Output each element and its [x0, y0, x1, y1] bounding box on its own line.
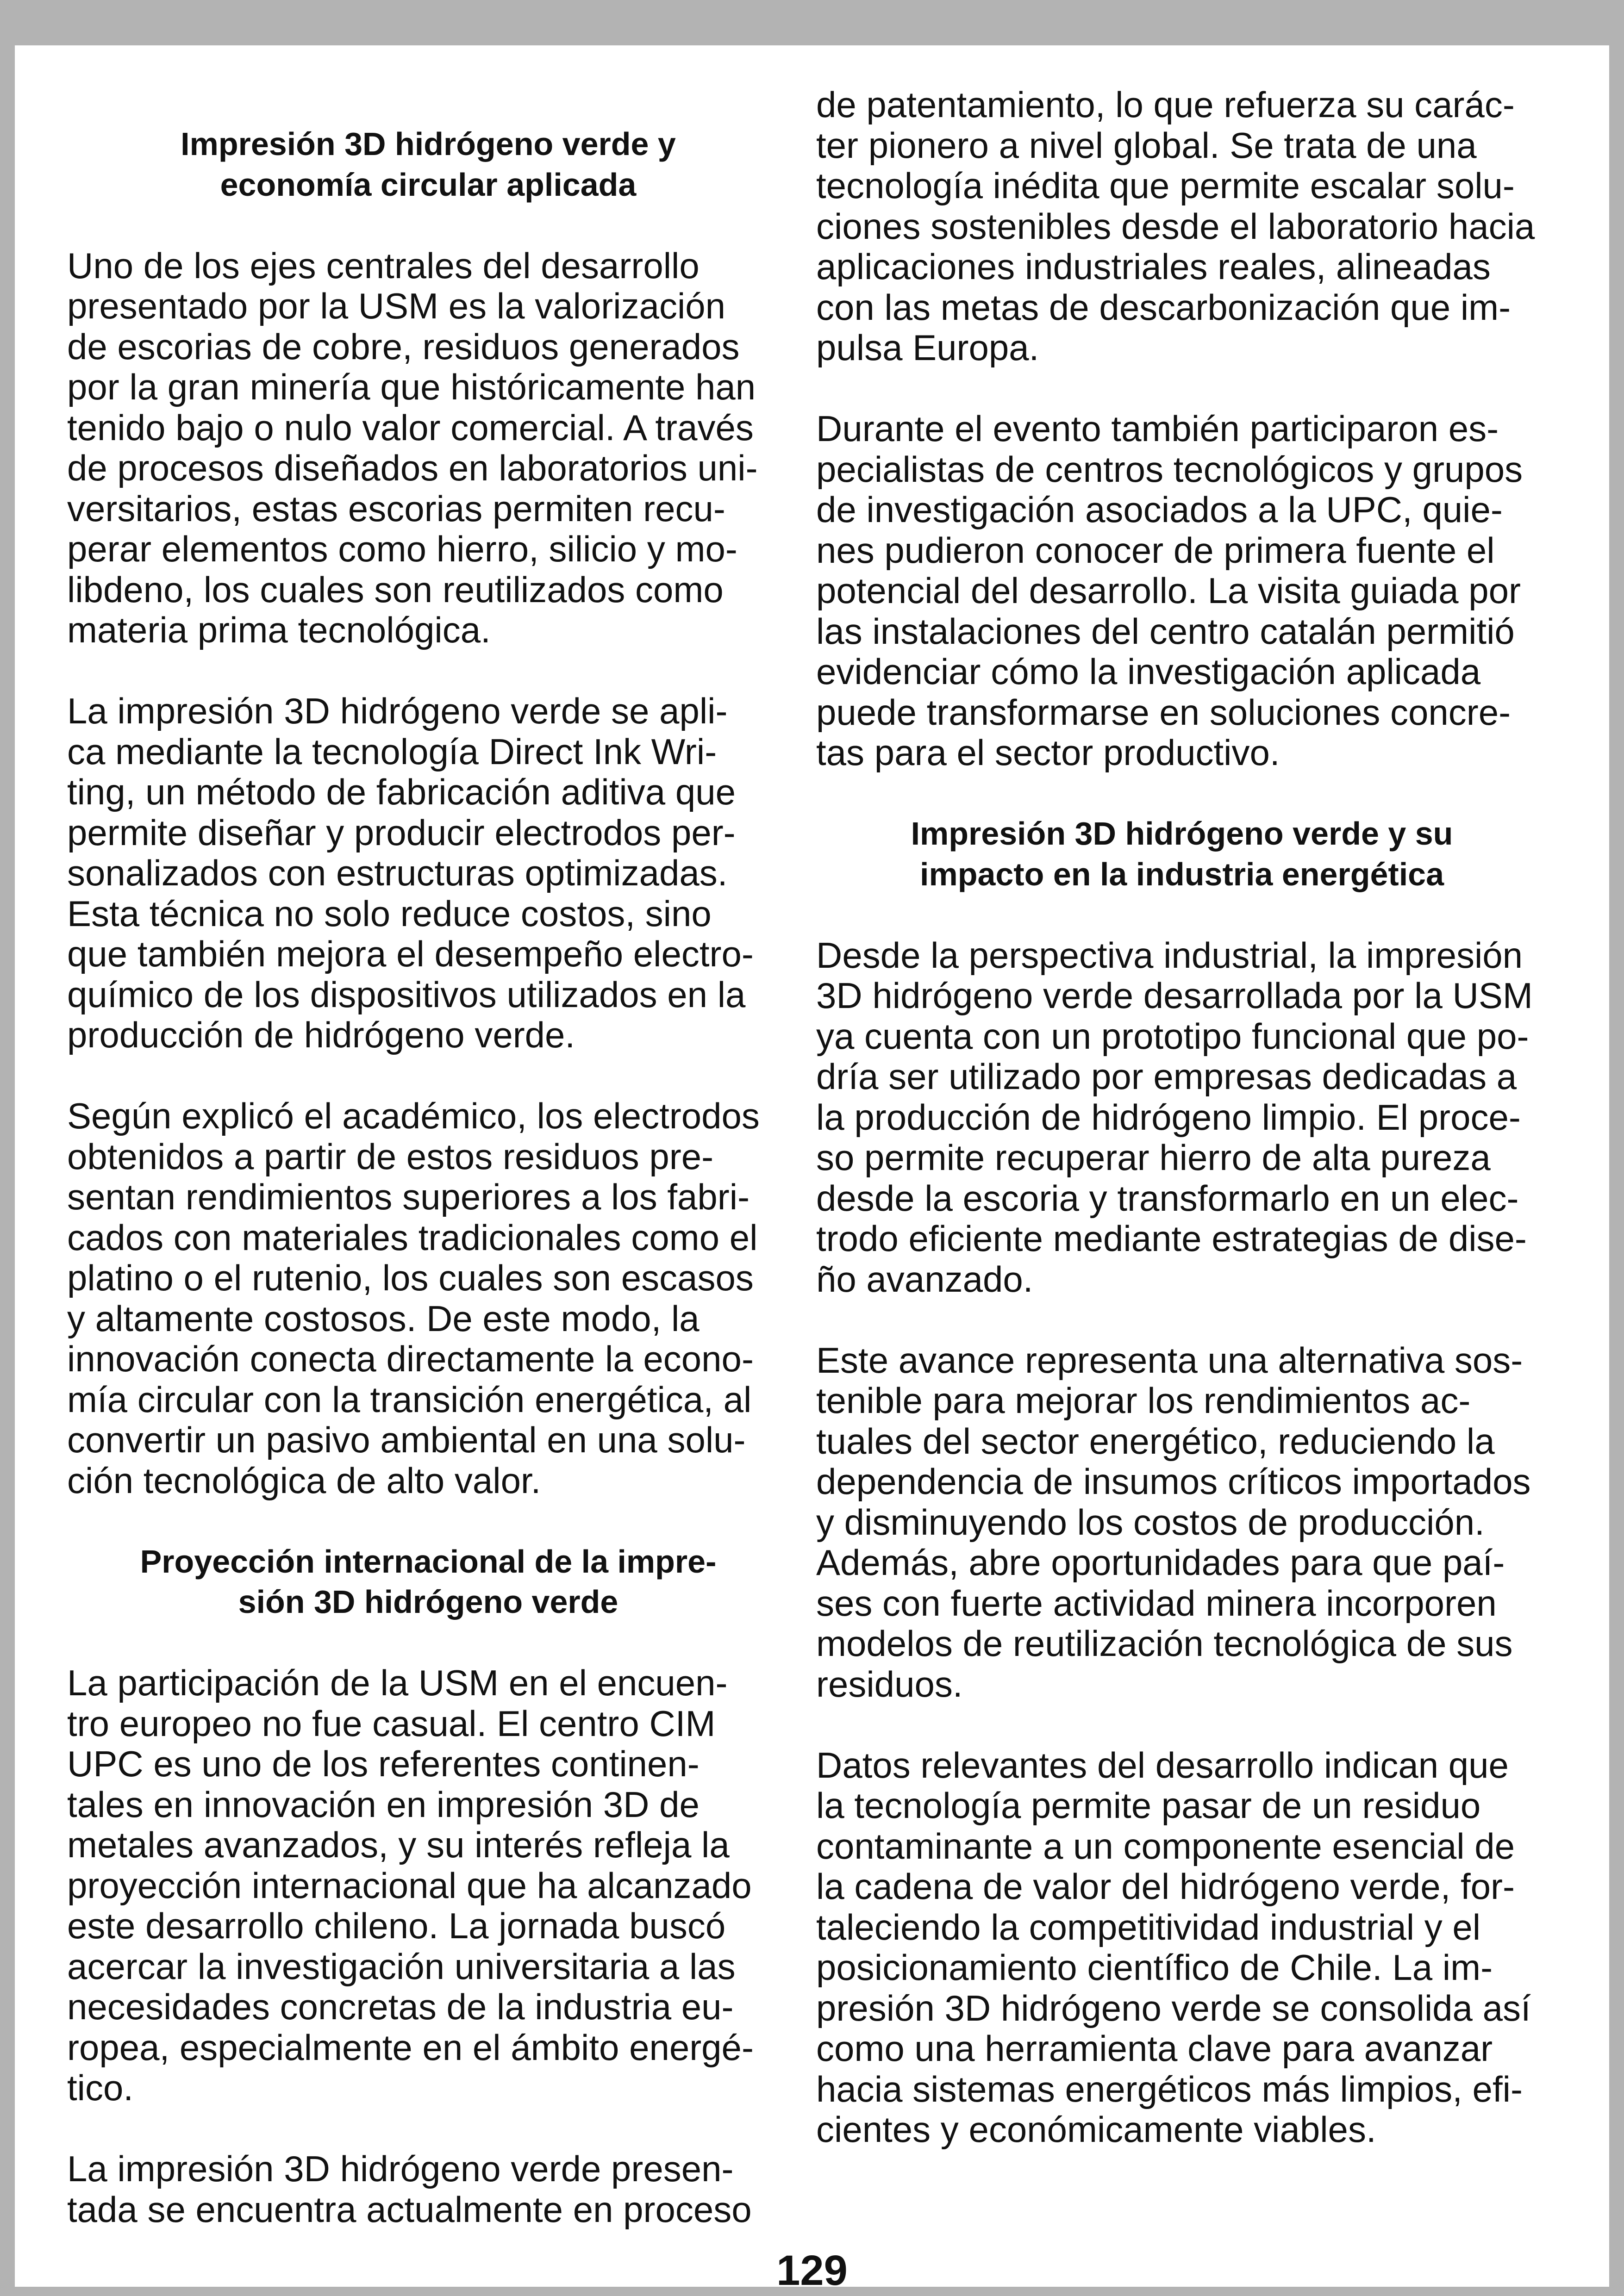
paragraph-copper-slag	[67, 246, 789, 651]
text-line: posicionamiento científico de Chile. La im-	[816, 1947, 1493, 1988]
text-line: acercar la investigación universitaria a las	[67, 1946, 736, 1987]
text-line: contaminante a un componente esencial de	[816, 1825, 1515, 1867]
text-line: cientes y económicamente viables.	[816, 2109, 1376, 2150]
document-page	[15, 45, 1609, 2294]
text-line: sión 3D hidrógeno verde	[238, 1584, 618, 1620]
text-line: tico.	[67, 2067, 134, 2108]
text-line: convertir un pasivo ambiental en una solu-	[67, 1419, 746, 1460]
text-line: trodo eficiente mediante estrategias de dise-	[816, 1218, 1527, 1259]
text-line: la producción de hidrógeno limpio. El proce-	[816, 1096, 1521, 1138]
text-line: necesidades concretas de la industria eu-	[67, 1986, 734, 2027]
paragraph-electrode-performance	[67, 1096, 789, 1501]
text-line: tenible para mejorar los rendimientos ac-	[816, 1380, 1471, 1421]
text-line: Datos relevantes del desarrollo indican que	[816, 1744, 1509, 1786]
text-line: economía circular aplicada	[220, 166, 637, 203]
text-line: evidenciar cómo la investigación aplicada	[816, 651, 1481, 692]
text-line: tas para el sector productivo.	[816, 732, 1280, 773]
text-line: ses con fuerte actividad minera incorporen	[816, 1582, 1497, 1624]
text-line: so permite recuperar hierro de alta pureza	[816, 1137, 1491, 1178]
text-line: de patentamiento, lo que refuerza su carác-	[816, 84, 1515, 125]
section-heading-energy-industry	[816, 814, 1548, 895]
text-line: y altamente costosos. De este modo, la	[67, 1298, 700, 1339]
text-line: las instalaciones del centro catalán permitió	[816, 610, 1515, 652]
text-line: ción tecnológica de alto valor.	[67, 1460, 541, 1501]
left-column	[67, 124, 789, 2230]
paragraph-direct-ink-writing	[67, 691, 789, 1056]
text-line: Este avance representa una alternativa sos-	[816, 1339, 1523, 1381]
text-line: obtenidos a partir de estos residuos pre-	[67, 1136, 714, 1177]
page-number: 129	[776, 2247, 848, 2294]
text-line: Proyección internacional de la impre-	[140, 1543, 717, 1580]
paragraph-patent-start	[67, 2149, 789, 2230]
text-line: tuales del sector energético, reduciendo la	[816, 1420, 1495, 1462]
text-line: aplicaciones industriales reales, alineadas	[816, 246, 1491, 287]
text-line: permite diseñar y producir electrodos per-	[67, 812, 736, 853]
text-line: potencial del desarrollo. La visita guiada por	[816, 570, 1521, 611]
right-column	[816, 85, 1548, 2150]
text-line: platino o el rutenio, los cuales son escasos	[67, 1257, 754, 1298]
text-line: de investigación asociados a la UPC, quie-	[816, 489, 1503, 530]
text-line: perar elementos como hierro, silicio y mo-	[67, 529, 737, 569]
text-line: la cadena de valor del hidrógeno verde, for-	[816, 1866, 1515, 1907]
text-line: tada se encuentra actualmente en proceso	[67, 2189, 752, 2230]
text-line: tenido bajo o nulo valor comercial. A través	[67, 407, 754, 448]
text-line: presentado por la USM es la valorización	[67, 286, 726, 326]
text-line: de escorias de cobre, residuos generados	[67, 326, 740, 367]
text-line: ciones sostenibles desde el laboratorio hacia	[816, 205, 1535, 247]
text-line: como una herramienta clave para avanzar	[816, 2028, 1493, 2069]
text-line: ropea, especialmente en el ámbito energé-	[67, 2027, 754, 2068]
text-line: nes pudieron conocer de primera fuente el	[816, 529, 1495, 571]
text-line: este desarrollo chileno. La jornada buscó	[67, 1905, 726, 1946]
text-line: libdeno, los cuales son reutilizados como	[67, 569, 724, 610]
text-line: tecnología inédita que permite escalar solu-	[816, 165, 1515, 206]
text-line: Además, abre oportunidades para que paí-	[816, 1542, 1505, 1583]
text-line: presión 3D hidrógeno verde se consolida así	[816, 1987, 1531, 2028]
text-line: UPC es uno de los referentes continen-	[67, 1743, 700, 1784]
text-line: proyección internacional que ha alcanzado	[67, 1865, 752, 1906]
text-line: impacto en la industria energética	[920, 856, 1444, 892]
text-line: la tecnología permite pasar de un residuo	[816, 1785, 1481, 1826]
text-line: con las metas de descarbonización que im-	[816, 286, 1511, 328]
paragraph-usm-participation	[67, 1663, 789, 2109]
text-line: ter pionero a nivel global. Se trata de una	[816, 124, 1477, 166]
paragraph-relevant-data	[816, 1745, 1548, 2150]
paragraph-sustainable-alternative	[816, 1340, 1548, 1705]
text-line: hacia sistemas energéticos más limpios, efi-	[816, 2068, 1523, 2109]
text-line: metales avanzados, y su interés refleja la	[67, 1824, 730, 1865]
text-line: ting, un método de fabricación aditiva que	[67, 772, 736, 812]
text-line: modelos de reutilización tecnológica de sus	[816, 1623, 1513, 1664]
paragraph-patent-continued	[816, 85, 1548, 368]
text-line: por la gran minería que históricamente han	[67, 367, 756, 407]
text-line: Desde la perspectiva industrial, la impresión	[816, 934, 1523, 976]
text-line: cados con materiales tradicionales como el	[67, 1217, 758, 1258]
text-line: tro europeo no fue casual. El centro CIM	[67, 1703, 716, 1744]
text-line: Según explicó el académico, los electrodos	[67, 1095, 760, 1136]
text-line: ca mediante la tecnología Direct Ink Wri-	[67, 731, 717, 772]
text-line: y disminuyendo los costos de producción.	[816, 1501, 1485, 1543]
paragraph-industrial-perspective	[816, 935, 1548, 1300]
text-line: mía circular con la transición energética, al	[67, 1379, 752, 1420]
text-line: La impresión 3D hidrógeno verde se apli-	[67, 691, 728, 731]
text-line: pecialistas de centros tecnológicos y grupos	[816, 448, 1523, 490]
text-line: de procesos diseñados en laboratorios uni-	[67, 448, 758, 488]
text-line: La impresión 3D hidrógeno verde presen-	[67, 2148, 734, 2189]
text-line: materia prima tecnológica.	[67, 610, 491, 650]
text-line: ño avanzado.	[816, 1258, 1033, 1300]
paragraph-event-specialists	[816, 409, 1548, 773]
text-line: residuos.	[816, 1663, 963, 1705]
text-line: tales en innovación en impresión 3D de	[67, 1784, 700, 1825]
text-line: que también mejora el desempeño electro-	[67, 933, 754, 974]
section-heading-circular-economy	[67, 124, 789, 205]
section-heading-international	[67, 1542, 789, 1623]
text-line: producción de hidrógeno verde.	[67, 1014, 575, 1055]
text-line: innovación conecta directamente la econo-	[67, 1338, 754, 1379]
text-line: químico de los dispositivos utilizados en la	[67, 974, 746, 1015]
text-line: ya cuenta con un prototipo funcional que po-	[816, 1015, 1529, 1057]
text-line: Uno de los ejes centrales del desarrollo	[67, 245, 700, 286]
text-line: versitarios, estas escorias permiten recu-	[67, 488, 725, 529]
text-line: Impresión 3D hidrógeno verde y	[181, 126, 676, 162]
text-line: Esta técnica no solo reduce costos, sino	[67, 893, 712, 934]
text-line: taleciendo la competitividad industrial y el	[816, 1906, 1481, 1948]
text-line: Impresión 3D hidrógeno verde y su	[911, 815, 1453, 852]
text-line: La participación de la USM en el encuen-	[67, 1662, 728, 1703]
text-line: dependencia de insumos críticos importados	[816, 1461, 1531, 1502]
text-line: sonalizados con estructuras optimizadas.	[67, 852, 728, 893]
text-line: puede transformarse en soluciones concre-	[816, 691, 1511, 733]
text-line: pulsa Europa.	[816, 327, 1039, 368]
text-line: Durante el evento también participaron es-	[816, 408, 1499, 449]
text-line: dría ser utilizado por empresas dedicadas a	[816, 1056, 1517, 1097]
text-line: sentan rendimientos superiores a los fabri-	[67, 1176, 750, 1217]
text-line: 3D hidrógeno verde desarrollada por la USM	[816, 975, 1533, 1016]
text-line: desde la escoria y transformarlo en un elec-	[816, 1177, 1519, 1219]
